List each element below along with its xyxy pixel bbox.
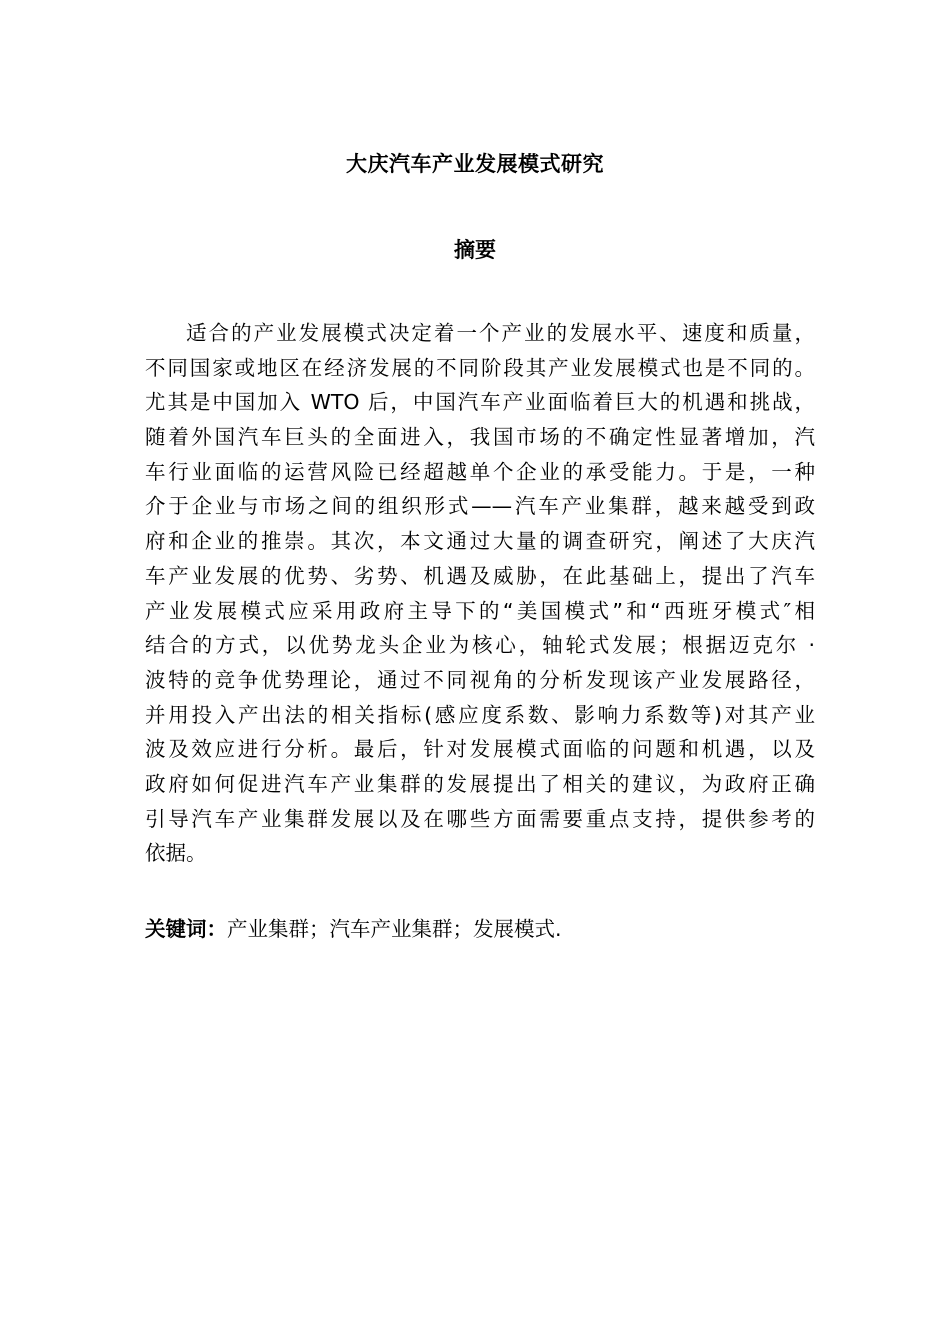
abstract-line: 波特的竞争优势理论，通过不同视角的分析发现该产业发展路径， <box>145 667 815 692</box>
abstract-line: 并用投入产出法的相关指标(感应度系数、影响力系数等)对其产业 <box>145 702 815 727</box>
abstract-line: 车行业面临的运营风险已经超越单个企业的承受能力。于是，一种 <box>145 459 815 484</box>
keywords-text: 产业集群；汽车产业集群；发展模式. <box>227 917 562 941</box>
abstract-body <box>145 316 815 871</box>
abstract-line: 结合的方式，以优势龙头企业为核心，轴轮式发展；根据迈克尔 · <box>145 633 815 658</box>
abstract-heading: 摘要 <box>454 238 496 262</box>
abstract-line: 随着外国汽车巨头的全面进入，我国市场的不确定性显著增加，汽 <box>145 425 815 450</box>
keywords-line <box>145 912 562 946</box>
keywords-label: 关键词： <box>145 917 227 941</box>
abstract-line: 车产业发展的优势、劣势、机遇及威胁，在此基础上，提出了汽车 <box>145 563 815 588</box>
document-title: 大庆汽车产业发展模式研究 <box>346 152 604 176</box>
abstract-line: 适合的产业发展模式决定着一个产业的发展水平、速度和质量， <box>186 321 815 345</box>
abstract-line: 波及效应进行分析。最后，针对发展模式面临的问题和机遇，以及 <box>145 737 815 762</box>
abstract-line: 不同国家或地区在经济发展的不同阶段其产业发展模式也是不同的。 <box>145 355 815 380</box>
abstract-line: 引导汽车产业集群发展以及在哪些方面需要重点支持，提供参考的 <box>145 806 815 831</box>
abstract-line: 政府如何促进汽车产业集群的发展提出了相关的建议，为政府正确 <box>145 771 815 796</box>
abstract-line: 府和企业的推崇。其次，本文通过大量的调查研究，阐述了大庆汽 <box>145 529 815 554</box>
abstract-line: 尤其是中国加入 WTO 后，中国汽车产业面临着巨大的机遇和挑战， <box>145 390 815 415</box>
abstract-line: 依据。 <box>145 841 207 866</box>
abstract-line: 产业发展模式应采用政府主导下的“美国模式”和“西班牙模式″相 <box>145 598 815 623</box>
abstract-line: 介于企业与市场之间的组织形式——汽车产业集群，越来越受到政 <box>145 494 815 519</box>
